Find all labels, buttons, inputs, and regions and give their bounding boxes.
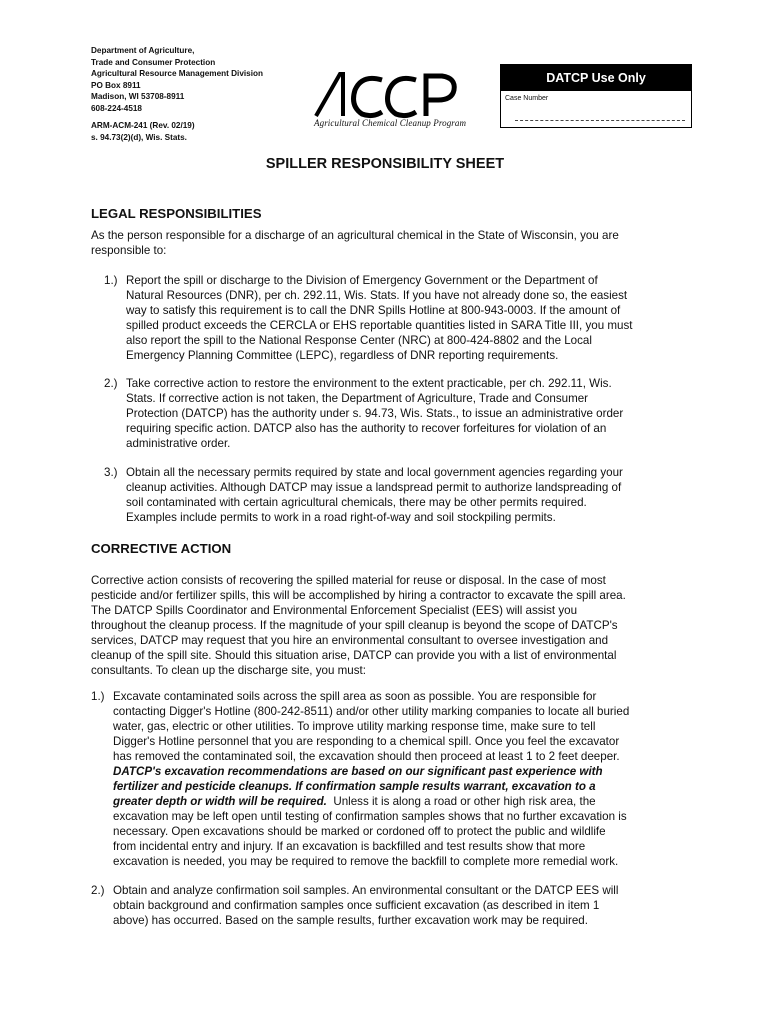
text-line: consultants. To clean up the discharge site, you must: xyxy=(91,664,366,677)
legal-responsibilities-heading: LEGAL RESPONSIBILITIES xyxy=(91,206,262,221)
agency-line: 608-224-4518 xyxy=(91,103,142,113)
text-line: contacting Digger's Hotline (800-242-8511) and/or other utility marking companies to locate all buried xyxy=(113,705,630,718)
item-number: 2.) xyxy=(104,377,118,390)
text-line: Stats. If corrective action is not taken, the Department of Agriculture, Trade and Consumer xyxy=(126,392,589,405)
text-line: soil contaminated with certain agricultural chemicals, there may be other permits required. xyxy=(126,496,587,509)
text-line: has removed the contaminated soil, the excavation should then proceed at least 1 to 2 feet deeper. xyxy=(113,750,620,763)
item-number: 3.) xyxy=(104,466,118,479)
text-line xyxy=(113,794,629,809)
text-line: As the person responsible for a discharge of an agricultural chemical in the State of Wisconsin, you are xyxy=(91,229,619,242)
text-line: administrative order. xyxy=(126,437,231,450)
datcp-use-only-box xyxy=(500,64,692,128)
text-line: water, gas, electric or other utilities. To improve utility marking response time, make sure to tell xyxy=(113,720,596,733)
statute-reference: s. 94.73(2)(d), Wis. Stats. xyxy=(91,132,187,142)
item-number: 2.) xyxy=(91,884,105,897)
bold-recommendation-line: greater depth or width will be required. xyxy=(113,795,327,808)
agency-line: Trade and Consumer Protection xyxy=(91,57,216,67)
text-fragment: Unless it is along a road or other high risk area, the xyxy=(326,795,596,808)
text-line: The DATCP Spills Coordinator and Environmental Enforcement Specialist (EES) will assist you xyxy=(91,604,578,617)
text-line: cleanup of the spill site. Should this situation arise, DATCP can provide you with a list of environmental xyxy=(91,649,617,662)
text-line: obtain background and confirmation samples once sufficient excavation (as described in item 1 xyxy=(113,899,600,912)
text-line: necessary. Open excavations should be marked or cordoned off to protect the public and wildlife xyxy=(113,825,606,838)
text-line: Take corrective action to restore the environment to the extent practicable, per ch. 292.11, Wis. xyxy=(126,377,612,390)
text-line: requiring specific action. DATCP also has the authority to recover forfeitures for violation of an xyxy=(126,422,607,435)
item-number: 1.) xyxy=(104,274,118,287)
text-line: Emergency Planning Committee (LEPC), regardless of DNR reporting requirements. xyxy=(126,349,559,362)
text-line: Obtain and analyze confirmation soil samples. An environmental consultant or the DATCP EES will xyxy=(113,884,619,897)
accp-logo-mark xyxy=(312,72,462,120)
corrective-action-heading: CORRECTIVE ACTION xyxy=(91,541,232,556)
text-line: throughout the cleanup process. If the magnitude of your spill cleanup is beyond the scope of DATCP's xyxy=(91,619,618,632)
agency-line: PO Box 8911 xyxy=(91,80,141,90)
datcp-use-only-heading: DATCP Use Only xyxy=(501,65,691,91)
agency-address-block xyxy=(91,45,331,114)
text-line: way to satisfy this requirement is to call the DNR Spills Hotline at 800-943-0003. If the amount of xyxy=(126,304,621,317)
text-line: excavation is needed, you may be required to remove the backfill to complete more remedial work. xyxy=(113,855,619,868)
text-line: Digger's Hotline personnel that you are responding to a chemical spill. Once you feel the excavator xyxy=(113,735,620,748)
logo-caption: Agricultural Chemical Cleanup Program xyxy=(314,118,467,128)
text-line: responsible to: xyxy=(91,244,167,257)
bold-recommendation-line: fertilizer and pesticide cleanups. If confirmation sample results warrant, excavation to a xyxy=(113,780,596,793)
corrective-intro xyxy=(91,573,691,678)
text-line: spilled product exceeds the CERCLA or EHS reportable quantities listed in SARA Title III, you must xyxy=(126,319,633,332)
item-number: 1.) xyxy=(91,690,105,703)
text-line: cleanup activities. Although DATCP may issue a landspread permit to authorize landspreading of xyxy=(126,481,622,494)
text-line: Natural Resources (DNR), per ch. 292.11, Wis. Stats. If you have not already done so, the easiest xyxy=(126,289,628,302)
accp-logo xyxy=(312,72,467,134)
bold-recommendation-line: DATCP's excavation recommendations are based on our significant past experience with xyxy=(113,765,603,778)
text-line: services, DATCP may request that you hire an environmental consultant to oversee investigation and xyxy=(91,634,609,647)
text-line: pesticide and/or fertilizer spills, this will be accomplished by hiring a contractor to excavate the spill area. xyxy=(91,589,626,602)
case-number-field[interactable] xyxy=(515,119,685,121)
text-line: also report the spill to the National Response Center (NRC) at 800-424-8802 and the Local xyxy=(126,334,592,347)
text-line: from incidental entry and injury. If an excavation is backfilled and test results show that more xyxy=(113,840,586,853)
text-line: Examples include permits to work in a road right-of-way and soil stockpiling permits. xyxy=(126,511,556,524)
text-line: above) has occurred. Based on the sample results, further excavation work may be required. xyxy=(113,914,588,927)
legal-intro xyxy=(91,228,691,258)
text-line: Protection (DATCP) has the authority under s. 94.73, Wis. Stats., to issue an administrative order xyxy=(126,407,624,420)
form-number: ARM-ACM-241 (Rev. 02/19) xyxy=(91,121,195,130)
page-title: SPILLER RESPONSIBILITY SHEET xyxy=(265,156,505,172)
agency-line: Agricultural Resource Management Division xyxy=(91,69,263,78)
agency-line: Madison, WI 53708-8911 xyxy=(91,92,185,101)
text-line: Report the spill or discharge to the Division of Emergency Government or the Department of xyxy=(126,274,598,287)
text-line: Corrective action consists of recovering the spilled material for reuse or disposal. In the case of most xyxy=(91,574,606,587)
case-number-label: Case Number xyxy=(505,95,549,102)
agency-line: Department of Agriculture, xyxy=(91,46,195,55)
text-line: Obtain all the necessary permits required by state and local government agencies regarding your xyxy=(126,466,623,479)
form-number-block xyxy=(91,120,195,143)
text-line: excavation may be left open until testing of confirmation samples shows that no further excavation is xyxy=(113,810,627,823)
text-line: Excavate contaminated soils across the spill area as soon as possible. You are responsible for xyxy=(113,690,597,703)
